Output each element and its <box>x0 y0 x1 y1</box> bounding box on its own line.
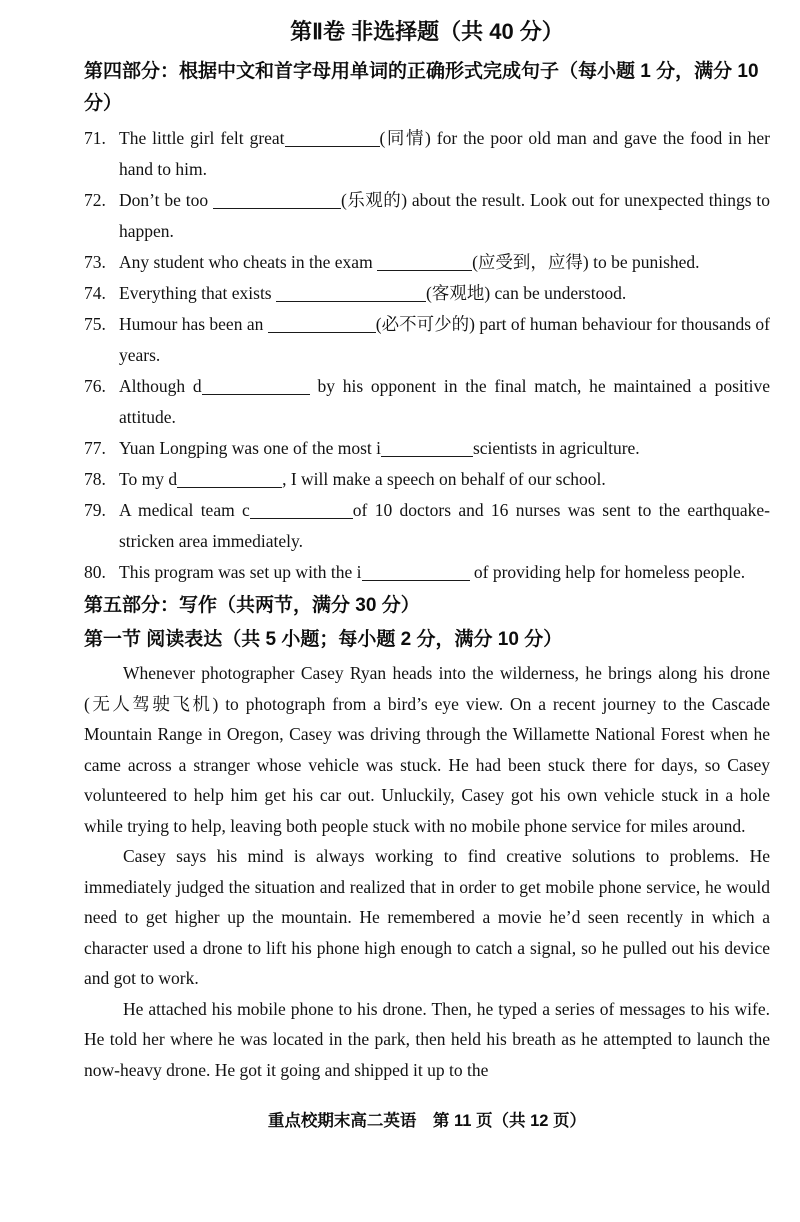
question-item <box>84 309 770 371</box>
answer-blank <box>362 567 470 581</box>
part4-heading: 第四部分：根据中文和首字母用单词的正确形式完成句子（每小题 1 分，满分 10 分） <box>84 61 759 114</box>
page-title: 第Ⅱ卷 非选择题（共 40 分） <box>290 19 564 44</box>
question-text: Yuan Longping was one of the most i scientists in agriculture. <box>119 438 640 458</box>
question-number: 79. <box>84 500 106 520</box>
question-item <box>84 495 770 557</box>
answer-blank <box>202 381 310 395</box>
answer-blank <box>177 474 282 488</box>
question-item <box>84 464 770 495</box>
question-number: 77. <box>84 438 106 458</box>
question-number: 75. <box>84 314 106 334</box>
answer-blank <box>381 443 473 457</box>
question-number: 74. <box>84 283 106 303</box>
question-item <box>84 278 770 309</box>
answer-blank <box>276 288 426 302</box>
question-item <box>84 185 770 247</box>
answer-blank <box>250 505 353 519</box>
question-number: 78. <box>84 469 106 489</box>
question-text: Don’t be too (乐观的) about the result. Look out for unexpected things to happen. <box>119 190 770 241</box>
question-number: 76. <box>84 376 106 396</box>
answer-blank <box>213 195 341 209</box>
part5-heading: 第五部分：写作（共两节，满分 30 分） <box>84 595 420 616</box>
question-text: The little girl felt great (同情) for the poor old man and gave the food in her hand to him. <box>119 128 770 179</box>
section1-heading: 第一节 阅读表达（共 5 小题；每小题 2 分，满分 10 分） <box>84 629 563 650</box>
reading-passage <box>84 658 770 1085</box>
question-number: 73. <box>84 252 106 272</box>
question-text: A medical team c of 10 doctors and 16 nurses was sent to the earthquake-stricken area immediately. <box>119 500 771 551</box>
question-text: To my d , I will make a speech on behalf of our school. <box>119 469 606 489</box>
question-text: Humour has been an (必不可少的) part of human behaviour for thousands of years. <box>119 314 770 365</box>
question-item <box>84 557 770 588</box>
question-item <box>84 371 770 433</box>
passage-paragraph: Whenever photographer Casey Ryan heads into the wilderness, he brings along his drone (无人驾驶飞机) to photograph from a bird’s eye view. On a recent journey to the Cascade Mountain Range in Oregon, Casey was driving through the Willamette National Forest when he came across a stranger whose vehicle was stuck. He had been stuck there for days, so Casey volunteered to help him get his car out. Unluckily, Casey got his own vehicle stuck in a hole while trying to help, leaving both people stuck with no mobile phone service for miles around. <box>84 663 770 836</box>
question-text: This program was set up with the i of providing help for homeless people. <box>119 562 746 582</box>
answer-blank <box>377 257 472 271</box>
question-text: Although d by his opponent in the final match, he maintained a positive attitude. <box>119 376 770 427</box>
answer-blank <box>268 319 376 333</box>
question-item <box>84 247 770 278</box>
question-text: Any student who cheats in the exam (应受到，应得) to be punished. <box>119 252 700 272</box>
page-footer: 重点校期末高二英语 第 11 页（共 12 页） <box>267 1112 587 1130</box>
question-item <box>84 123 770 185</box>
passage-paragraph: He attached his mobile phone to his drone. Then, he typed a series of messages to his wife. He told her where he was located in the park, then held his breath as he attempted to launch the now-heavy drone. He got it going and shipped it up to the <box>84 998 770 1080</box>
question-number: 72. <box>84 190 106 210</box>
question-list <box>84 123 770 588</box>
question-item <box>84 433 770 464</box>
passage-paragraph: Casey says his mind is always working to find creative solutions to problems. He immediately judged the situation and realized that in order to get mobile phone service, he would need to get higher up the mountain. He remembered a movie he’d seen recently in which a character used a drone to lift his phone high enough to catch a signal, so he pulled out his device and got to work. <box>84 846 770 988</box>
question-number: 71. <box>84 128 106 148</box>
question-number: 80. <box>84 562 106 582</box>
answer-blank <box>285 133 380 147</box>
question-text: Everything that exists (客观地) can be understood. <box>119 283 627 303</box>
